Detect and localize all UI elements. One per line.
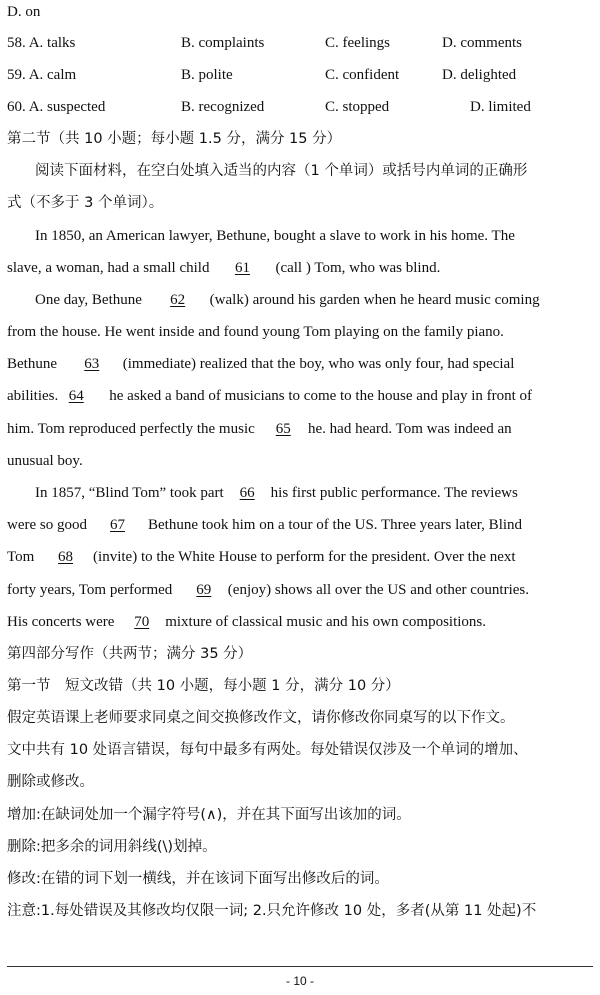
question-58-options	[7, 33, 592, 53]
q59-option-d: D. delighted	[442, 67, 517, 83]
footer-divider	[7, 966, 593, 967]
passage-line: His concerts were 70 mixture of classical music and his own compositions.	[7, 614, 487, 630]
section1-instruction-1: 假定英语课上老师要求同桌之间交换修改作文，请你修改你同桌写的以下作文。	[7, 710, 515, 726]
passage-line: abilities. 64 he asked a band of musicians to come to the house and play in front of	[7, 388, 533, 404]
passage-line: In 1857, “Blind Tom” took part 66 his first public performance. The reviews	[35, 485, 518, 501]
passage-line: forty years, Tom performed 69 (enjoy) shows all over the US and other countries.	[7, 582, 529, 598]
passage-line: from the house. He went inside and found young Tom playing on the family piano.	[7, 324, 504, 340]
q60-option-c: C. stopped	[325, 99, 390, 115]
option-d-on: D. on	[7, 4, 41, 20]
section1-heading: 第一节 短文改错（共 10 小题，每小题 1 分，满分 10 分）	[7, 678, 400, 694]
blank-66: 66	[239, 485, 255, 501]
page-number: - 10 -	[285, 974, 314, 988]
blank-68: 68	[58, 549, 74, 565]
section2-instruction-1: 阅读下面材料，在空白处填入适当的内容（1 个单词）或括号内单词的正确形	[35, 163, 528, 179]
passage-line: slave, a woman, had a small child 61 (call ) Tom, who was blind.	[7, 260, 441, 276]
part4-heading: 第四部分写作（共两节；满分 35 分）	[7, 646, 253, 662]
q58-option-c: C. feelings	[325, 35, 390, 51]
q58-option-b: B. complaints	[181, 35, 265, 51]
q59-option-a: 59. A. calm	[7, 67, 77, 83]
section2-heading: 第二节（共 10 小题；每小题 1.5 分，满分 15 分）	[7, 131, 342, 147]
blank-64: 64	[68, 388, 84, 404]
section1-instruction-3: 删除或修改。	[7, 774, 94, 790]
passage-line: Tom 68 (invite) to the White House to perform for the president. Over the next	[7, 549, 516, 565]
question-60-options	[7, 97, 592, 117]
blank-63: 63	[84, 356, 100, 372]
passage-line: unusual boy.	[7, 453, 83, 469]
passage-line: Bethune 63 (immediate) realized that the boy, who was only four, had special	[7, 356, 515, 372]
blank-62: 62	[170, 292, 186, 308]
section1-instruction-2: 文中共有 10 处语言错误，每句中最多有两处。每处错误仅涉及一个单词的增加、	[7, 742, 528, 758]
passage-line: In 1850, an American lawyer, Bethune, bought a slave to work in his home. The	[35, 228, 515, 244]
blank-70: 70	[134, 614, 150, 630]
q60-option-d: D. limited	[470, 99, 531, 115]
question-59-options	[7, 65, 592, 85]
blank-67: 67	[109, 517, 125, 533]
rule-delete: 删除:把多余的词用斜线(\)划掉。	[7, 839, 217, 855]
blank-65: 65	[275, 421, 291, 437]
passage-line: him. Tom reproduced perfectly the music 65 he. had heard. Tom was indeed an	[7, 421, 512, 437]
blank-69: 69	[196, 582, 212, 598]
rule-add: 增加:在缺词处加一个漏字符号(∧)，并在其下面写出该加的词。	[7, 807, 411, 823]
rule-note: 注意:1.每处错误及其修改均仅限一词; 2.只允许修改 10 处，多者(从第 11 处起)不	[7, 903, 537, 919]
q59-option-b: B. polite	[181, 67, 233, 83]
blank-61: 61	[234, 260, 250, 276]
q60-option-b: B. recognized	[181, 99, 265, 115]
q58-option-a: 58. A. talks	[7, 35, 76, 51]
passage-line: were so good 67 Bethune took him on a tour of the US. Three years later, Blind	[7, 517, 523, 533]
passage-line: One day, Bethune 62 (walk) around his garden when he heard music coming	[35, 292, 540, 308]
section2-instruction-2: 式（不多于 3 个单词）。	[7, 195, 164, 211]
q58-option-d: D. comments	[442, 35, 522, 51]
rule-modify: 修改:在错的词下划一横线，并在该词下面写出修改后的词。	[7, 871, 389, 887]
q60-option-a: 60. A. suspected	[7, 99, 106, 115]
q59-option-c: C. confident	[325, 67, 400, 83]
